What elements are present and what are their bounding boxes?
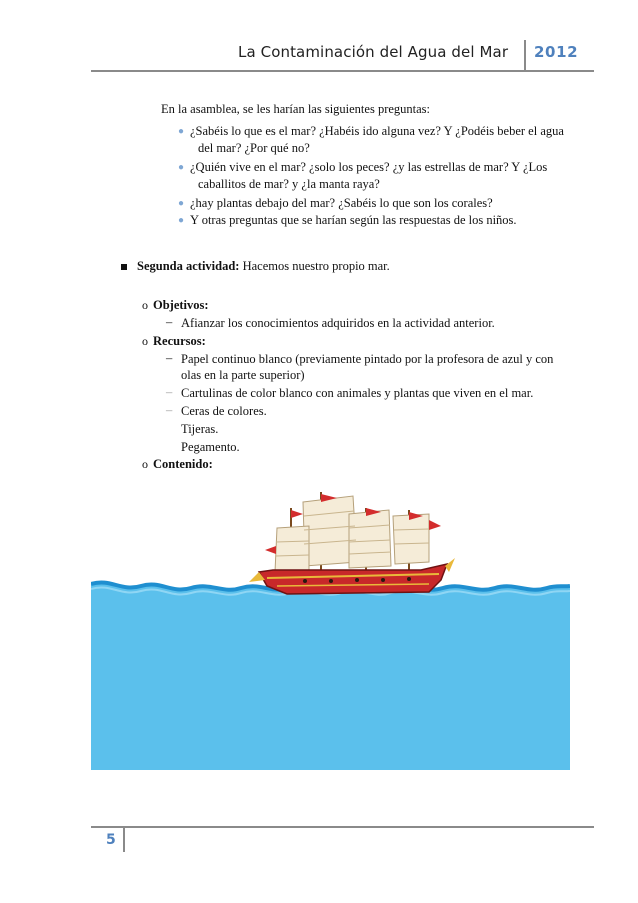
list-item: ● ¿hay plantas debajo del mar? ¿Sabéis lo que son los corales? [178, 196, 493, 210]
list-item: ● Y otras preguntas que se harían según las respuestas de los niños. [178, 213, 517, 227]
circle-bullet-icon: o [142, 298, 148, 312]
dash-bullet-icon: – [166, 385, 173, 399]
activity-heading [137, 258, 390, 275]
footer-divider [123, 826, 125, 852]
header-year: 2012 [534, 43, 579, 61]
bullet-dot-icon: ● [178, 215, 185, 226]
dash-bullet-icon: – [166, 351, 173, 365]
header-title: La Contaminación del Agua del Mar [238, 43, 509, 61]
resource-item: Pegamento. [181, 440, 240, 454]
page-number: 5 [106, 832, 116, 848]
footer-rule [91, 826, 594, 828]
circle-bullet-icon: o [142, 457, 148, 471]
circle-bullet-icon: o [142, 334, 148, 348]
list-item-continuation: del mar? ¿Por qué no? [198, 141, 310, 155]
resource-item-continuation: olas en la parte superior) [181, 368, 305, 382]
list-item: ● ¿Sabéis lo que es el mar? ¿Habéis ido alguna vez? Y ¿Podéis beber el agua [178, 124, 564, 138]
page-header [0, 0, 638, 80]
resources-label: Recursos: [153, 334, 206, 348]
bullet-dot-icon: ● [178, 198, 185, 209]
sea-water [91, 582, 570, 770]
activity-label: Segunda actividad: [137, 259, 240, 273]
activity-text: Hacemos nuestro propio mar. [242, 259, 390, 273]
header-divider [524, 40, 526, 72]
list-item: ● ¿Quién vive en el mar? ¿solo los peces? ¿y las estrellas de mar? Y ¿Los [178, 160, 548, 174]
list-item-continuation: caballitos de mar? y ¿la manta raya? [198, 177, 380, 191]
sea-ship-drawing [91, 488, 570, 770]
resource-item: Ceras de colores. [181, 404, 267, 418]
bullet-dot-icon: ● [178, 126, 185, 137]
objective-item: Afianzar los conocimientos adquiridos en la actividad anterior. [181, 316, 495, 330]
content-label: Contenido: [153, 457, 213, 471]
assembly-intro: En la asamblea, se les harían las siguientes preguntas: [161, 102, 431, 116]
dash-bullet-icon: – [166, 315, 173, 329]
bullet-dot-icon: ● [178, 162, 185, 173]
resource-item: Papel continuo blanco (previamente pintado por la profesora de azul y con [181, 352, 554, 366]
dash-bullet-icon: – [166, 403, 173, 417]
resource-item: Cartulinas de color blanco con animales y plantas que viven en el mar. [181, 386, 534, 400]
resource-item: Tijeras. [181, 422, 219, 436]
header-rule [91, 70, 594, 72]
sea-ship-illustration [91, 488, 570, 770]
ship [249, 492, 455, 594]
square-bullet-icon [121, 264, 127, 270]
objectives-label: Objetivos: [153, 298, 209, 312]
